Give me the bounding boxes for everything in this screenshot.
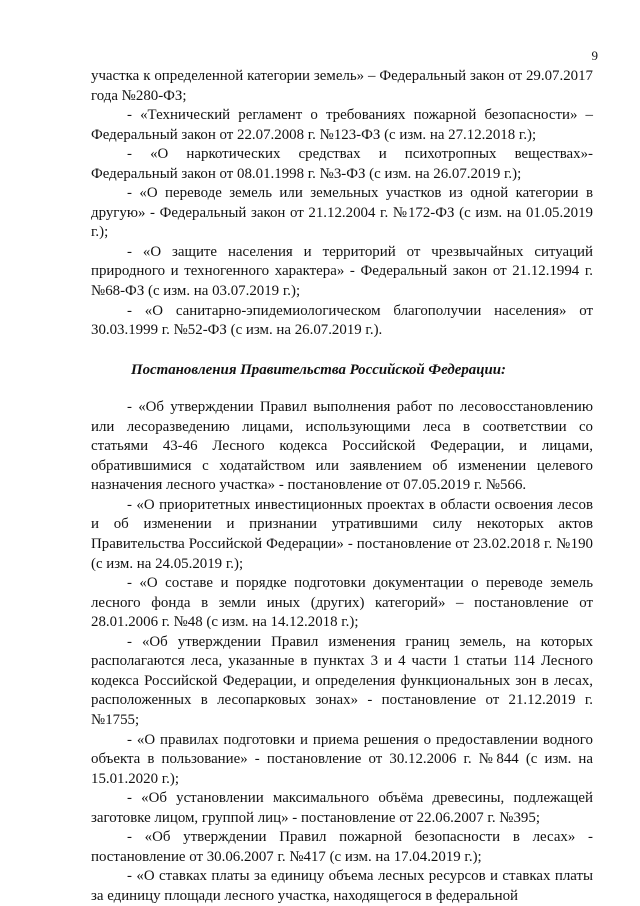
law-paragraph: - «О наркотических средствах и психотропных веществах»- Федеральный закон от 08.01.1998 г. №3-ФЗ (с изм. на 26.07.2019 г.); (91, 146, 593, 182)
decree-paragraph: - «О составе и порядке подготовки документации о переводе земель лесного фонда в земли иных (других) категорий» – постановление от 28.01.2006 г. №48 (с изм. на 14.12.2018 г.); (91, 575, 593, 631)
law-paragraph: - «О санитарно-эпидемиологическом благополучии населения» от 30.03.1999 г. №52-ФЗ (с изм. на 26.07.2019 г.). (91, 302, 593, 339)
decree-paragraph: - «Об утверждении Правил выполнения работ по лесовосстановлению или лесоразведению лицами, использующими леса в соответствии со статьями 43-46 Лесного кодекса Российской Федерации, и лицами, обратившимися с ходатайством или заявлением об изменении целевого назначения лесного участка» - постановление от 07.05.2019 г. №566. (91, 399, 593, 494)
decree-paragraph: - «О ставках платы за единицу объема лесных ресурсов и ставках платы за единицу площади лесного участка, находящегося в федеральной (91, 868, 593, 904)
decree-paragraph: - «Об утверждении Правил изменения границ земель, на которых располагаются леса, указанные в пунктах 3 и 4 части 1 статьи 114 Лесного кодекса Российской Федерации, и определения функциональных зон в лесах, расположенных в лесопарковых зонах» - постановление от 21.12.2019 г. №1755; (91, 633, 593, 728)
law-paragraph: - «О переводе земель или земельных участков из одной категории в другую» - Федеральный закон от 21.12.2004 г. №172-ФЗ (с изм. на 01.05.2019 г.); (91, 185, 593, 241)
decree-paragraph: - «О правилах подготовки и приема решения о предоставлении водного объекта в пользование» - постановление от 30.12.2006 г. №844 (с изм. на 15.01.2020 г.); (91, 731, 593, 787)
decree-paragraph: - «Об установлении максимального объёма древесины, подлежащей заготовке лицом, группой лиц» - постановление от 22.06.2007 г. №395; (91, 790, 593, 826)
decree-paragraph: - «О приоритетных инвестиционных проектах в области освоения лесов и об изменении и признании утратившими силу некоторых актов Правительства Российской Федерации» - постановление от 23.02.2018 г. №190 (с изм. на 24.05.2019 г.); (91, 496, 593, 572)
law-paragraph: - «О защите населения и территорий от чрезвычайных ситуаций природного и техногенного характера» - Федеральный закон от 21.12.1994 г. №68-ФЗ (с изм. на 03.07.2019 г.); (91, 243, 593, 300)
page-number: 9 (591, 48, 598, 63)
law-paragraph: - «Технический регламент о требованиях пожарной безопасности» – Федеральный закон от 22.07.2008 г. №123-ФЗ (с изм. на 27.12.2018 г.); (91, 107, 593, 143)
decree-paragraph: - «Об утверждении Правил пожарной безопасности в лесах» - постановление от 30.06.2007 г. №417 (с изм. на 17.04.2019 г.); (91, 829, 593, 865)
law-paragraph: участка к определенной категории земель» – Федеральный закон от 29.07.2017 года №280-ФЗ; (91, 68, 593, 104)
section-heading: Постановления Правительства Российской Федерации: (131, 361, 507, 378)
document-body (91, 67, 593, 906)
